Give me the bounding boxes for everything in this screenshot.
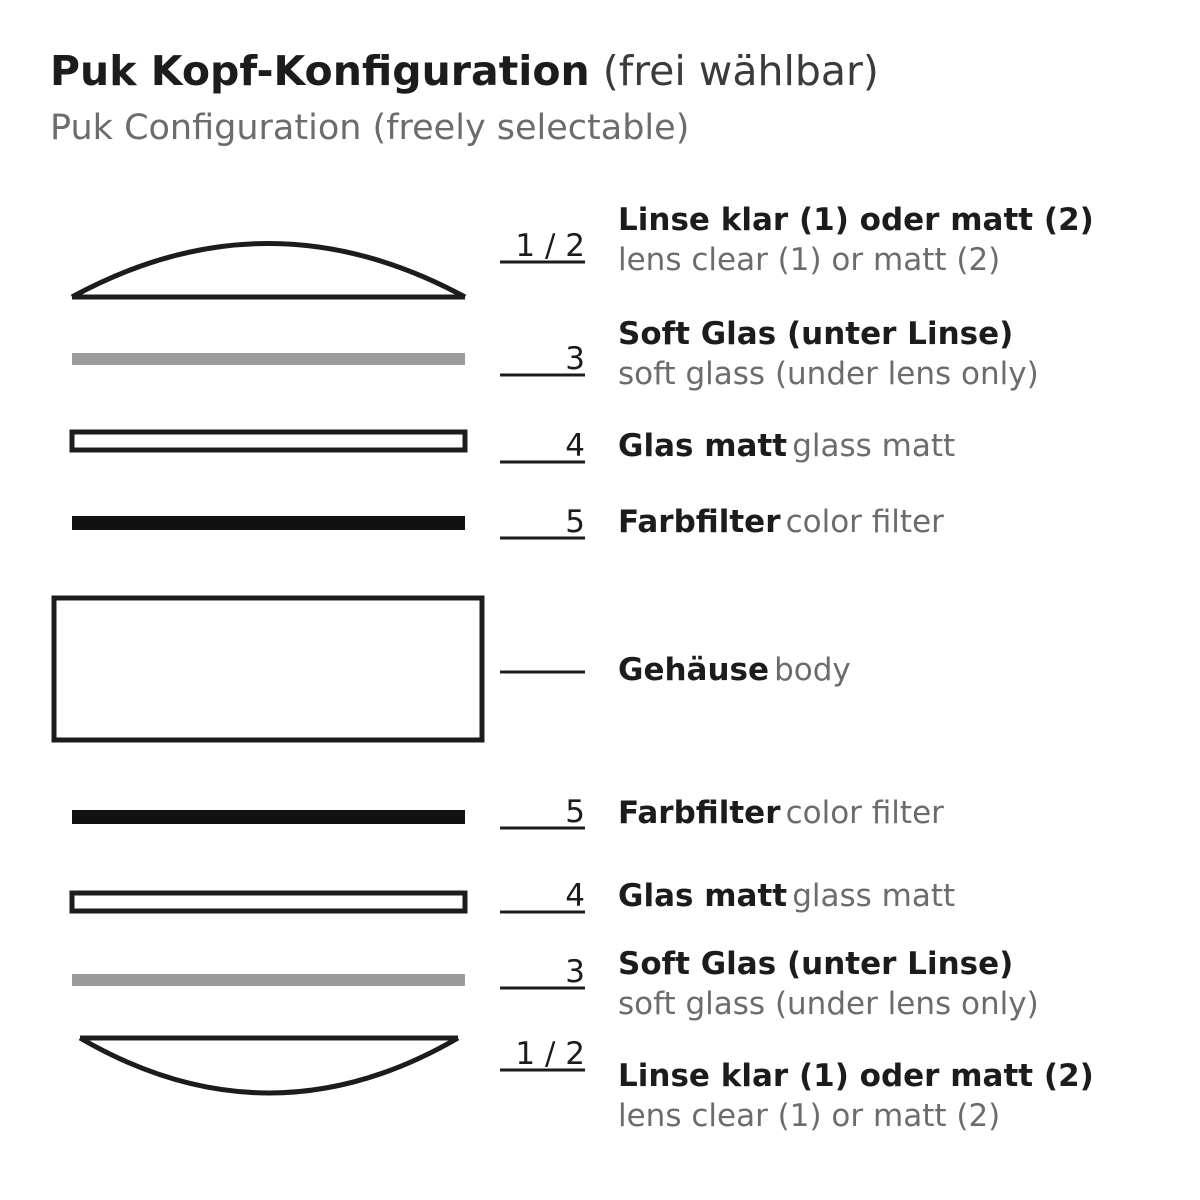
callout-number-7: 3	[565, 954, 585, 990]
page-title-de-suffix: (frei wählbar)	[602, 47, 879, 95]
part-label-color-filter-lower-en: color filter	[785, 795, 944, 831]
page-subtitle: Puk Configuration (freely selectable)	[50, 108, 690, 149]
part-label-lens-upper-de: Linse klar (1) oder matt (2)	[618, 202, 1094, 238]
part-label-color-filter-upper-de: Farbfilter	[618, 504, 781, 540]
callout-number-8: 1 / 2	[515, 1036, 585, 1072]
part-label-body	[618, 652, 851, 688]
part-label-soft-glass-lower-de: Soft Glas (unter Linse)	[618, 946, 1014, 982]
callout-number-5: 5	[565, 794, 585, 830]
part-label-body-de: Gehäuse	[618, 652, 770, 688]
part-label-color-filter-upper-en: color filter	[785, 504, 944, 540]
lens-dome-up-icon	[72, 244, 465, 298]
page-title-de: Puk Kopf-Konfiguration	[50, 47, 590, 95]
soft-glass-bar-upper-icon	[72, 353, 465, 365]
part-label-glass-matt-lower	[618, 878, 955, 914]
page-title	[50, 48, 1150, 95]
part-label-lens-lower	[618, 1058, 1094, 1134]
part-label-color-filter-lower	[618, 795, 944, 831]
glass-matt-bar-upper-icon	[72, 432, 465, 450]
part-label-glass-matt-lower-en: glass matt	[792, 878, 956, 914]
soft-glass-bar-lower-icon	[72, 974, 465, 986]
part-label-lens-lower-en: lens clear (1) or matt (2)	[618, 1098, 1001, 1134]
part-label-glass-matt-upper	[618, 428, 955, 464]
glass-matt-bar-lower-icon	[72, 893, 465, 911]
body-rectangle-icon	[54, 598, 482, 740]
callout-number-3: 4	[565, 428, 585, 464]
title-block	[50, 48, 1150, 149]
part-label-glass-matt-lower-de: Glas matt	[618, 878, 788, 914]
part-label-color-filter-upper	[618, 504, 944, 540]
part-label-soft-glass-lower-en: soft glass (under lens only)	[618, 986, 1039, 1022]
callout-number-2: 3	[565, 341, 585, 377]
part-label-soft-glass-upper	[618, 316, 1039, 392]
lens-dome-down-icon	[80, 1038, 458, 1093]
part-label-body-en: body	[774, 652, 851, 688]
part-label-glass-matt-upper-en: glass matt	[792, 428, 956, 464]
part-label-lens-lower-de: Linse klar (1) oder matt (2)	[618, 1058, 1094, 1094]
callout-number-1: 1 / 2	[515, 228, 585, 264]
part-label-lens-upper	[618, 202, 1094, 278]
part-label-color-filter-lower-de: Farbfilter	[618, 795, 781, 831]
part-label-lens-upper-en: lens clear (1) or matt (2)	[618, 242, 1001, 278]
callout-number-4: 5	[565, 504, 585, 540]
part-label-soft-glass-upper-en: soft glass (under lens only)	[618, 356, 1039, 392]
part-label-soft-glass-lower	[618, 946, 1039, 1022]
part-label-glass-matt-upper-de: Glas matt	[618, 428, 788, 464]
callout-number-6: 4	[565, 878, 585, 914]
color-filter-bar-lower-icon	[72, 810, 465, 824]
part-label-soft-glass-upper-de: Soft Glas (unter Linse)	[618, 316, 1014, 352]
color-filter-bar-upper-icon	[72, 516, 465, 530]
